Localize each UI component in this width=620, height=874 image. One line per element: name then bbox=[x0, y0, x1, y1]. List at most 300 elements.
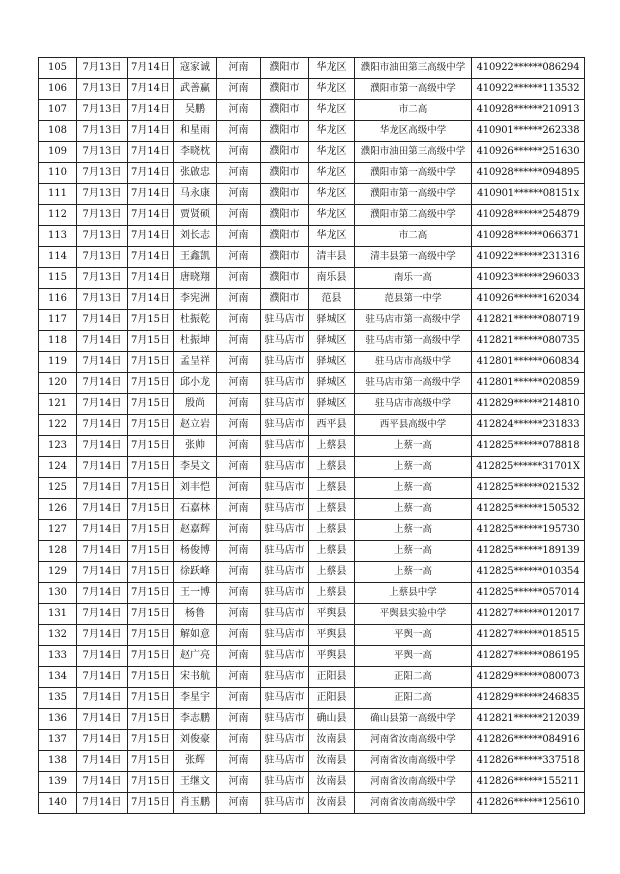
table-row bbox=[39, 583, 585, 604]
cell-departure-date: 7月15日 bbox=[128, 688, 174, 709]
cell-province: 河南 bbox=[217, 709, 261, 730]
cell-arrival-date: 7月14日 bbox=[77, 457, 128, 478]
cell-province: 河南 bbox=[217, 373, 261, 394]
cell-departure-date: 7月14日 bbox=[128, 142, 174, 163]
cell-name: 杜振乾 bbox=[174, 310, 217, 331]
cell-arrival-date: 7月13日 bbox=[77, 79, 128, 100]
cell-id-number: 410928******254879 bbox=[472, 205, 585, 226]
cell-arrival-date: 7月14日 bbox=[77, 415, 128, 436]
cell-province: 河南 bbox=[217, 688, 261, 709]
cell-number: 118 bbox=[39, 331, 77, 352]
table-row bbox=[39, 394, 585, 415]
cell-province: 河南 bbox=[217, 289, 261, 310]
cell-province: 河南 bbox=[217, 415, 261, 436]
cell-name: 杨鲁 bbox=[174, 604, 217, 625]
cell-name: 马永康 bbox=[174, 184, 217, 205]
cell-number: 105 bbox=[39, 58, 77, 79]
table-row bbox=[39, 688, 585, 709]
cell-city: 驻马店市 bbox=[261, 499, 309, 520]
cell-city: 濮阳市 bbox=[261, 247, 309, 268]
cell-number: 136 bbox=[39, 709, 77, 730]
cell-name: 武善赢 bbox=[174, 79, 217, 100]
cell-id-number: 410926******251630 bbox=[472, 142, 585, 163]
cell-school: 上蔡一高 bbox=[355, 499, 472, 520]
cell-number: 119 bbox=[39, 352, 77, 373]
cell-city: 驻马店市 bbox=[261, 751, 309, 772]
cell-district: 平舆县 bbox=[309, 625, 355, 646]
table-row bbox=[39, 646, 585, 667]
cell-province: 河南 bbox=[217, 751, 261, 772]
table-row bbox=[39, 499, 585, 520]
cell-arrival-date: 7月14日 bbox=[77, 688, 128, 709]
cell-province: 河南 bbox=[217, 436, 261, 457]
cell-school: 西平县高级中学 bbox=[355, 415, 472, 436]
cell-name: 王一博 bbox=[174, 583, 217, 604]
cell-departure-date: 7月15日 bbox=[128, 436, 174, 457]
cell-departure-date: 7月15日 bbox=[128, 394, 174, 415]
cell-id-number: 412801******060834 bbox=[472, 352, 585, 373]
cell-number: 112 bbox=[39, 205, 77, 226]
cell-id-number: 412824******231833 bbox=[472, 415, 585, 436]
cell-id-number: 410928******210913 bbox=[472, 100, 585, 121]
cell-arrival-date: 7月14日 bbox=[77, 730, 128, 751]
cell-city: 驻马店市 bbox=[261, 520, 309, 541]
cell-number: 138 bbox=[39, 751, 77, 772]
cell-number: 122 bbox=[39, 415, 77, 436]
cell-number: 124 bbox=[39, 457, 77, 478]
cell-province: 河南 bbox=[217, 541, 261, 562]
cell-name: 杨俊博 bbox=[174, 541, 217, 562]
cell-province: 河南 bbox=[217, 478, 261, 499]
cell-number: 108 bbox=[39, 121, 77, 142]
cell-province: 河南 bbox=[217, 520, 261, 541]
cell-name: 张帅 bbox=[174, 436, 217, 457]
cell-school: 上蔡一高 bbox=[355, 520, 472, 541]
cell-city: 驻马店市 bbox=[261, 709, 309, 730]
cell-name: 解如意 bbox=[174, 625, 217, 646]
cell-id-number: 410922******113532 bbox=[472, 79, 585, 100]
cell-departure-date: 7月14日 bbox=[128, 163, 174, 184]
cell-school: 市二高 bbox=[355, 100, 472, 121]
cell-school: 上蔡一高 bbox=[355, 478, 472, 499]
cell-departure-date: 7月15日 bbox=[128, 373, 174, 394]
cell-departure-date: 7月14日 bbox=[128, 226, 174, 247]
table-body bbox=[39, 58, 585, 814]
cell-id-number: 412829******080073 bbox=[472, 667, 585, 688]
table-row bbox=[39, 436, 585, 457]
cell-name: 孟呈祥 bbox=[174, 352, 217, 373]
cell-city: 濮阳市 bbox=[261, 142, 309, 163]
table-row bbox=[39, 352, 585, 373]
cell-name: 和星雨 bbox=[174, 121, 217, 142]
table-row bbox=[39, 79, 585, 100]
cell-id-number: 412827******018515 bbox=[472, 625, 585, 646]
cell-arrival-date: 7月14日 bbox=[77, 583, 128, 604]
cell-name: 殷尚 bbox=[174, 394, 217, 415]
cell-id-number: 412825******021532 bbox=[472, 478, 585, 499]
cell-school: 市二高 bbox=[355, 226, 472, 247]
cell-departure-date: 7月15日 bbox=[128, 709, 174, 730]
cell-district: 上蔡县 bbox=[309, 520, 355, 541]
cell-district: 西平县 bbox=[309, 415, 355, 436]
cell-id-number: 412826******125610 bbox=[472, 793, 585, 814]
cell-departure-date: 7月15日 bbox=[128, 415, 174, 436]
cell-school: 濮阳市油田第三高级中学 bbox=[355, 58, 472, 79]
cell-district: 汝南县 bbox=[309, 730, 355, 751]
cell-district: 驿城区 bbox=[309, 373, 355, 394]
cell-name: 李志鹏 bbox=[174, 709, 217, 730]
cell-name: 刘长志 bbox=[174, 226, 217, 247]
table-row bbox=[39, 730, 585, 751]
cell-district: 平舆县 bbox=[309, 604, 355, 625]
cell-school: 驻马店市第一高级中学 bbox=[355, 373, 472, 394]
cell-departure-date: 7月14日 bbox=[128, 79, 174, 100]
cell-city: 驻马店市 bbox=[261, 541, 309, 562]
cell-number: 131 bbox=[39, 604, 77, 625]
cell-departure-date: 7月15日 bbox=[128, 352, 174, 373]
cell-school: 濮阳市第一高级中学 bbox=[355, 79, 472, 100]
cell-departure-date: 7月14日 bbox=[128, 205, 174, 226]
cell-id-number: 412827******012017 bbox=[472, 604, 585, 625]
cell-arrival-date: 7月14日 bbox=[77, 331, 128, 352]
cell-city: 濮阳市 bbox=[261, 121, 309, 142]
cell-departure-date: 7月15日 bbox=[128, 541, 174, 562]
cell-district: 上蔡县 bbox=[309, 478, 355, 499]
cell-province: 河南 bbox=[217, 310, 261, 331]
cell-province: 河南 bbox=[217, 100, 261, 121]
cell-id-number: 412829******214810 bbox=[472, 394, 585, 415]
cell-departure-date: 7月15日 bbox=[128, 499, 174, 520]
cell-id-number: 412825******150532 bbox=[472, 499, 585, 520]
cell-number: 106 bbox=[39, 79, 77, 100]
cell-school: 平舆一高 bbox=[355, 625, 472, 646]
cell-departure-date: 7月14日 bbox=[128, 268, 174, 289]
cell-name: 王鑫凯 bbox=[174, 247, 217, 268]
cell-departure-date: 7月15日 bbox=[128, 646, 174, 667]
cell-district: 上蔡县 bbox=[309, 541, 355, 562]
cell-number: 139 bbox=[39, 772, 77, 793]
cell-name: 徐跃峰 bbox=[174, 562, 217, 583]
cell-name: 赵广亮 bbox=[174, 646, 217, 667]
cell-arrival-date: 7月14日 bbox=[77, 352, 128, 373]
table-row bbox=[39, 562, 585, 583]
cell-id-number: 410922******086294 bbox=[472, 58, 585, 79]
table-row bbox=[39, 331, 585, 352]
cell-number: 121 bbox=[39, 394, 77, 415]
cell-school: 正阳二高 bbox=[355, 667, 472, 688]
cell-arrival-date: 7月13日 bbox=[77, 268, 128, 289]
cell-id-number: 412827******086195 bbox=[472, 646, 585, 667]
cell-district: 华龙区 bbox=[309, 121, 355, 142]
cell-district: 华龙区 bbox=[309, 163, 355, 184]
cell-name: 王继文 bbox=[174, 772, 217, 793]
cell-number: 113 bbox=[39, 226, 77, 247]
cell-city: 驻马店市 bbox=[261, 646, 309, 667]
cell-school: 范县第一中学 bbox=[355, 289, 472, 310]
cell-district: 驿城区 bbox=[309, 310, 355, 331]
cell-number: 120 bbox=[39, 373, 77, 394]
cell-district: 华龙区 bbox=[309, 184, 355, 205]
cell-city: 濮阳市 bbox=[261, 100, 309, 121]
cell-province: 河南 bbox=[217, 499, 261, 520]
roster-table bbox=[38, 57, 585, 814]
cell-arrival-date: 7月14日 bbox=[77, 772, 128, 793]
cell-city: 驻马店市 bbox=[261, 373, 309, 394]
cell-name: 唐晓翔 bbox=[174, 268, 217, 289]
cell-school: 上蔡一高 bbox=[355, 541, 472, 562]
cell-school: 濮阳市第二高级中学 bbox=[355, 205, 472, 226]
table-row bbox=[39, 415, 585, 436]
cell-number: 140 bbox=[39, 793, 77, 814]
cell-id-number: 412826******337518 bbox=[472, 751, 585, 772]
cell-province: 河南 bbox=[217, 58, 261, 79]
cell-departure-date: 7月15日 bbox=[128, 562, 174, 583]
cell-school: 驻马店市高级中学 bbox=[355, 394, 472, 415]
cell-city: 濮阳市 bbox=[261, 163, 309, 184]
cell-id-number: 410923******296033 bbox=[472, 268, 585, 289]
cell-arrival-date: 7月13日 bbox=[77, 226, 128, 247]
cell-arrival-date: 7月14日 bbox=[77, 478, 128, 499]
cell-name: 石嘉林 bbox=[174, 499, 217, 520]
cell-id-number: 410928******066371 bbox=[472, 226, 585, 247]
cell-arrival-date: 7月14日 bbox=[77, 751, 128, 772]
cell-district: 汝南县 bbox=[309, 793, 355, 814]
cell-departure-date: 7月14日 bbox=[128, 184, 174, 205]
cell-id-number: 412826******084916 bbox=[472, 730, 585, 751]
cell-departure-date: 7月15日 bbox=[128, 331, 174, 352]
cell-school: 平舆县实验中学 bbox=[355, 604, 472, 625]
table-row bbox=[39, 247, 585, 268]
cell-city: 驻马店市 bbox=[261, 478, 309, 499]
cell-province: 河南 bbox=[217, 625, 261, 646]
cell-number: 128 bbox=[39, 541, 77, 562]
cell-arrival-date: 7月13日 bbox=[77, 205, 128, 226]
cell-arrival-date: 7月14日 bbox=[77, 625, 128, 646]
cell-number: 137 bbox=[39, 730, 77, 751]
cell-id-number: 410901******262338 bbox=[472, 121, 585, 142]
cell-school: 濮阳市第一高级中学 bbox=[355, 184, 472, 205]
cell-district: 清丰县 bbox=[309, 247, 355, 268]
cell-arrival-date: 7月14日 bbox=[77, 499, 128, 520]
cell-arrival-date: 7月14日 bbox=[77, 604, 128, 625]
cell-city: 驻马店市 bbox=[261, 688, 309, 709]
cell-id-number: 412825******31701X bbox=[472, 457, 585, 478]
cell-district: 上蔡县 bbox=[309, 499, 355, 520]
cell-name: 李昊文 bbox=[174, 457, 217, 478]
cell-id-number: 412821******080719 bbox=[472, 310, 585, 331]
cell-province: 河南 bbox=[217, 142, 261, 163]
cell-city: 驻马店市 bbox=[261, 667, 309, 688]
cell-province: 河南 bbox=[217, 772, 261, 793]
cell-number: 129 bbox=[39, 562, 77, 583]
cell-id-number: 410928******094895 bbox=[472, 163, 585, 184]
cell-province: 河南 bbox=[217, 562, 261, 583]
table-row bbox=[39, 100, 585, 121]
table-row bbox=[39, 457, 585, 478]
cell-province: 河南 bbox=[217, 667, 261, 688]
cell-province: 河南 bbox=[217, 604, 261, 625]
table-row bbox=[39, 667, 585, 688]
cell-district: 汝南县 bbox=[309, 751, 355, 772]
cell-id-number: 412825******078818 bbox=[472, 436, 585, 457]
cell-city: 驻马店市 bbox=[261, 457, 309, 478]
cell-arrival-date: 7月14日 bbox=[77, 709, 128, 730]
cell-departure-date: 7月15日 bbox=[128, 478, 174, 499]
cell-district: 驿城区 bbox=[309, 331, 355, 352]
cell-school: 上蔡县中学 bbox=[355, 583, 472, 604]
cell-district: 上蔡县 bbox=[309, 562, 355, 583]
cell-city: 濮阳市 bbox=[261, 184, 309, 205]
table-row bbox=[39, 373, 585, 394]
cell-arrival-date: 7月13日 bbox=[77, 163, 128, 184]
cell-district: 汝南县 bbox=[309, 772, 355, 793]
table-row bbox=[39, 709, 585, 730]
cell-district: 范县 bbox=[309, 289, 355, 310]
cell-name: 赵嘉辉 bbox=[174, 520, 217, 541]
cell-departure-date: 7月15日 bbox=[128, 457, 174, 478]
cell-province: 河南 bbox=[217, 793, 261, 814]
cell-arrival-date: 7月14日 bbox=[77, 310, 128, 331]
table-row bbox=[39, 604, 585, 625]
cell-district: 华龙区 bbox=[309, 100, 355, 121]
cell-name: 刘俊豪 bbox=[174, 730, 217, 751]
cell-name: 吴鹏 bbox=[174, 100, 217, 121]
cell-city: 濮阳市 bbox=[261, 58, 309, 79]
table-row bbox=[39, 289, 585, 310]
cell-arrival-date: 7月14日 bbox=[77, 520, 128, 541]
cell-number: 133 bbox=[39, 646, 77, 667]
table-row bbox=[39, 772, 585, 793]
cell-district: 确山县 bbox=[309, 709, 355, 730]
cell-district: 平舆县 bbox=[309, 646, 355, 667]
cell-school: 河南省汝南高级中学 bbox=[355, 730, 472, 751]
cell-arrival-date: 7月14日 bbox=[77, 394, 128, 415]
cell-district: 华龙区 bbox=[309, 226, 355, 247]
table-row bbox=[39, 520, 585, 541]
cell-school: 河南省汝南高级中学 bbox=[355, 772, 472, 793]
cell-district: 南乐县 bbox=[309, 268, 355, 289]
table-row bbox=[39, 793, 585, 814]
cell-id-number: 412821******212039 bbox=[472, 709, 585, 730]
cell-name: 李晓枕 bbox=[174, 142, 217, 163]
cell-province: 河南 bbox=[217, 352, 261, 373]
cell-arrival-date: 7月14日 bbox=[77, 541, 128, 562]
cell-school: 濮阳市油田第三高级中学 bbox=[355, 142, 472, 163]
table-row bbox=[39, 541, 585, 562]
cell-arrival-date: 7月13日 bbox=[77, 58, 128, 79]
cell-departure-date: 7月15日 bbox=[128, 583, 174, 604]
table-row bbox=[39, 226, 585, 247]
cell-arrival-date: 7月14日 bbox=[77, 646, 128, 667]
cell-school: 河南省汝南高级中学 bbox=[355, 751, 472, 772]
cell-number: 127 bbox=[39, 520, 77, 541]
cell-district: 驿城区 bbox=[309, 352, 355, 373]
cell-number: 116 bbox=[39, 289, 77, 310]
table-row bbox=[39, 751, 585, 772]
cell-school: 驻马店市第一高级中学 bbox=[355, 331, 472, 352]
table-row bbox=[39, 478, 585, 499]
cell-province: 河南 bbox=[217, 268, 261, 289]
cell-district: 华龙区 bbox=[309, 205, 355, 226]
cell-province: 河南 bbox=[217, 394, 261, 415]
cell-city: 濮阳市 bbox=[261, 226, 309, 247]
cell-city: 驻马店市 bbox=[261, 352, 309, 373]
cell-name: 寇家诚 bbox=[174, 58, 217, 79]
cell-province: 河南 bbox=[217, 247, 261, 268]
cell-arrival-date: 7月13日 bbox=[77, 142, 128, 163]
cell-province: 河南 bbox=[217, 226, 261, 247]
cell-city: 驻马店市 bbox=[261, 415, 309, 436]
cell-city: 驻马店市 bbox=[261, 772, 309, 793]
cell-city: 驻马店市 bbox=[261, 436, 309, 457]
cell-id-number: 412829******246835 bbox=[472, 688, 585, 709]
cell-id-number: 412821******080735 bbox=[472, 331, 585, 352]
table-row bbox=[39, 121, 585, 142]
cell-departure-date: 7月14日 bbox=[128, 100, 174, 121]
cell-province: 河南 bbox=[217, 457, 261, 478]
cell-id-number: 412825******189139 bbox=[472, 541, 585, 562]
cell-id-number: 412825******195730 bbox=[472, 520, 585, 541]
cell-departure-date: 7月15日 bbox=[128, 667, 174, 688]
cell-arrival-date: 7月14日 bbox=[77, 436, 128, 457]
table-row bbox=[39, 205, 585, 226]
cell-arrival-date: 7月14日 bbox=[77, 793, 128, 814]
cell-school: 平舆一高 bbox=[355, 646, 472, 667]
cell-id-number: 412801******020859 bbox=[472, 373, 585, 394]
cell-departure-date: 7月15日 bbox=[128, 604, 174, 625]
cell-arrival-date: 7月13日 bbox=[77, 121, 128, 142]
table-row bbox=[39, 184, 585, 205]
cell-number: 109 bbox=[39, 142, 77, 163]
cell-city: 驻马店市 bbox=[261, 793, 309, 814]
table-row bbox=[39, 58, 585, 79]
cell-id-number: 412825******057014 bbox=[472, 583, 585, 604]
cell-city: 濮阳市 bbox=[261, 268, 309, 289]
cell-city: 驻马店市 bbox=[261, 310, 309, 331]
cell-school: 清丰县第一高级中学 bbox=[355, 247, 472, 268]
cell-province: 河南 bbox=[217, 79, 261, 100]
cell-departure-date: 7月15日 bbox=[128, 730, 174, 751]
cell-district: 华龙区 bbox=[309, 142, 355, 163]
cell-name: 宋书航 bbox=[174, 667, 217, 688]
cell-province: 河南 bbox=[217, 730, 261, 751]
cell-departure-date: 7月15日 bbox=[128, 625, 174, 646]
table-row bbox=[39, 142, 585, 163]
cell-number: 126 bbox=[39, 499, 77, 520]
cell-school: 河南省汝南高级中学 bbox=[355, 793, 472, 814]
cell-number: 130 bbox=[39, 583, 77, 604]
cell-name: 李宪洲 bbox=[174, 289, 217, 310]
cell-departure-date: 7月15日 bbox=[128, 772, 174, 793]
cell-province: 河南 bbox=[217, 583, 261, 604]
cell-school: 南乐一高 bbox=[355, 268, 472, 289]
cell-district: 华龙区 bbox=[309, 58, 355, 79]
cell-name: 刘丰恺 bbox=[174, 478, 217, 499]
cell-city: 驻马店市 bbox=[261, 604, 309, 625]
cell-name: 杜振坤 bbox=[174, 331, 217, 352]
cell-city: 濮阳市 bbox=[261, 79, 309, 100]
cell-arrival-date: 7月13日 bbox=[77, 289, 128, 310]
cell-city: 驻马店市 bbox=[261, 730, 309, 751]
cell-name: 贾贤硕 bbox=[174, 205, 217, 226]
cell-departure-date: 7月15日 bbox=[128, 751, 174, 772]
cell-id-number: 412825******010354 bbox=[472, 562, 585, 583]
table-row bbox=[39, 310, 585, 331]
cell-arrival-date: 7月14日 bbox=[77, 562, 128, 583]
cell-arrival-date: 7月14日 bbox=[77, 373, 128, 394]
cell-departure-date: 7月14日 bbox=[128, 289, 174, 310]
cell-departure-date: 7月14日 bbox=[128, 247, 174, 268]
